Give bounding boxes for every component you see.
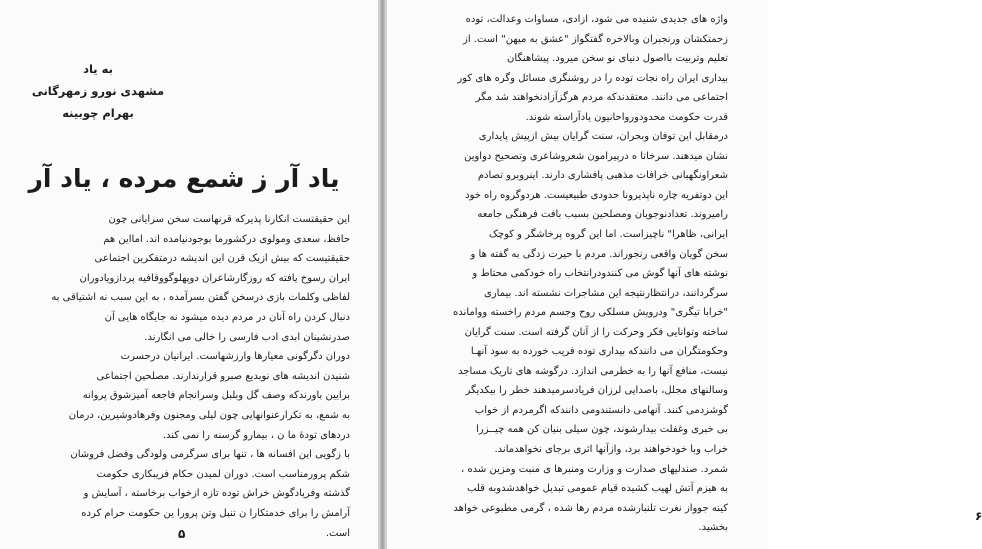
text-line: شعراونگهبانی خرافات مذهبی پافشاری دارند. اینروبرو تصادم: [477, 170, 728, 182]
text-line: ساخته وتوانایی فکر وحرکت را از آنان گرفته است. سنت گرایان: [464, 326, 728, 338]
text-line: به شمع، به تکرارعنوانهایی چون لیلی ومجنون وفرهادوشیرین، درمان: [68, 409, 350, 421]
text-line: سرگردانند، درانتظارنتیجه این مشاجرات نشسته اند. بیماری: [484, 287, 728, 299]
text-line: این دوتفریه چاره ناپذیرونا حدودی طبیعیست. هردوگروه راه خود: [465, 189, 728, 201]
text-line: نوشته های آنها گوش می کنندودرانتخاب راه خودکمی محتاط و: [472, 268, 728, 280]
text-line: تعلیم وتربیت بااصول دنیای نو سخن میرود. پیشاهنگان: [507, 53, 728, 65]
text-line: این حقیقتست انکارنا پذیرکه قرنهاست سخن سرایانی چون: [108, 214, 350, 225]
dedication-line: به یاد: [83, 62, 113, 76]
text-line: شمرد. صندلیهای صدارت و وزارت ومنبرها ی منبت ومزین شده ،: [461, 463, 728, 475]
text-line: گذشته وفریادگوش خراش توده تازه ازخواب برخاسته ، آسایش و: [83, 488, 350, 500]
text-line: رامیروند. تعدادنوجویان ومصلحین بسبب بافت فرهنگی جامعه: [477, 209, 728, 221]
text-line: دنبال کردن راه آنان در مردم دیده میشود نه جایگاه هایی آن: [104, 311, 350, 323]
text-line: ایرانی، ظاهرا" ناچیزاست. اما این گروه پرخاشگر و کوچک: [488, 229, 728, 241]
left-page: [0, 0, 379, 549]
dedication-line: مشهدی نورو زمهرگانی: [31, 84, 165, 98]
text-line: واژه های جدیدی شنیده می شود، ازادی، مساوات وعدالت، توده: [465, 14, 728, 25]
text-line: دوران دگرگونی معیارها وارزشهاست. ایرانیان درحسرت: [120, 351, 350, 363]
dedication-line: بهرام چوبینه: [62, 106, 134, 120]
text-line: وسالنهای مجلل، باصدایی لرزان فریادسرمیدهند خطر را بیکدیگر: [465, 385, 728, 397]
text-line: حقیقتیست که بیش ازیک قرن این اندیشه درمتفکرین اجتماعی: [94, 253, 350, 265]
text-line: خراب وبا خودخواهند برد، وازآنها اثری برجای نخواهدماند.: [494, 444, 728, 456]
text-line: شکم پرورمناسب است. دوران لمیدن حکام فریبکاری حکومت: [96, 468, 350, 480]
text-line: بیداری ایران راه نجات توده را در روشنگری مسائل وگره های کور: [457, 72, 728, 84]
text-line: است.: [325, 527, 350, 539]
chapter-heading: یاد آر ز شمع مرده ، یاد آر: [28, 164, 340, 193]
text-line: برایین باورندکه وصف گل وبلبل وسرانجام فاجعه آمیزشوق پروانه: [82, 390, 350, 402]
page-number: ۶: [975, 509, 982, 523]
text-line: نیست، منافع آنها را به خطرمی اندازد. درگوشه های تاریک مساجد: [458, 365, 728, 377]
text-line: قدرت حکومت محدودورواحانیون یادآراسته شوند.: [525, 111, 728, 123]
text-line: ایران رسوخ یافته که روزگارشاعران دوپهلوگووقافیه پردازویادوران: [79, 272, 350, 284]
text-line: زحمتکشان ورنجبران وبالاخره گفتگواز "عشق به میهن" است. از: [463, 33, 728, 45]
text-line: اجتماعی می دانند. معتقدندکه مردم هرگزآزادنخواهند شد مگر: [475, 92, 728, 104]
text-line: دردهای تودهٔ ما ن ، بیمارو گرسنه را نمی کند.: [162, 429, 350, 441]
text-line: شنیدن اندیشه های نوبدیع صبرو قرارندارند. مصلحین اجتماعی: [96, 370, 350, 382]
left-body-text: [51, 210, 350, 543]
text-line: نشان میدهند. سرخاتا ه درپیرامون شعروشاعری وتصحیح دواوین: [464, 150, 728, 162]
text-line: کینه جوواز نغرت تلنبارشده مردم رها شده ، گرمی مطبوعی خواهد: [453, 502, 728, 514]
dedication: [18, 58, 178, 124]
text-line: سخن گویان واقعی رنجوراند. مردم با حیرت زدگی به گفته ها و: [470, 248, 728, 260]
text-line: گوشزدمی کنند. آنهامی دانستندومی دانندکه اگرمردم از خواب: [474, 404, 728, 416]
right-body-text: [398, 10, 728, 538]
page-number: ۵: [178, 527, 186, 541]
text-line: درمقابل این توفان وبحران، سنت گرایان بیش ازپیش پایداری: [478, 131, 728, 143]
text-line: صدرنشینان ابدی ادب فارسی را خالی می انگارند.: [144, 331, 350, 343]
text-line: لفاظی وکلمات بازی درسخن گفتن بسرآمده ، به این سبب نه اشتیاقی به: [51, 292, 350, 304]
text-line: آرامش را برای خدمتکارا ن تنبل وتن پرورا ین حکومت حرام کرده: [81, 507, 350, 519]
text-line: با زگویی این افسانه ها ، تنها برای سرگرمی ولودگی وفضل فروشان: [70, 449, 350, 461]
text-line: حافظ، سعدی ومولوی درکشورما بوجودنیامده اند. امااین هم: [103, 233, 350, 245]
text-line: بخشید.: [698, 522, 728, 534]
text-line: به هیزم آتش لهیب کشیده قیام عمومی تبدیل خواهدشدوبه قلب: [467, 483, 728, 495]
text-line: وحکومتگران می دانندکه بیداری توده فریب خورده به سود آنهـا: [470, 346, 728, 358]
text-line: بی خبری وغفلت بیدارشوند، چون سیلی بنیان کن همه چیــزرا: [476, 424, 728, 436]
text-line: "خرابا تیگری" ودرویش مسلکی روح وجسم مردم راخسته ووامانده: [453, 307, 728, 319]
book-spine: [379, 0, 386, 549]
